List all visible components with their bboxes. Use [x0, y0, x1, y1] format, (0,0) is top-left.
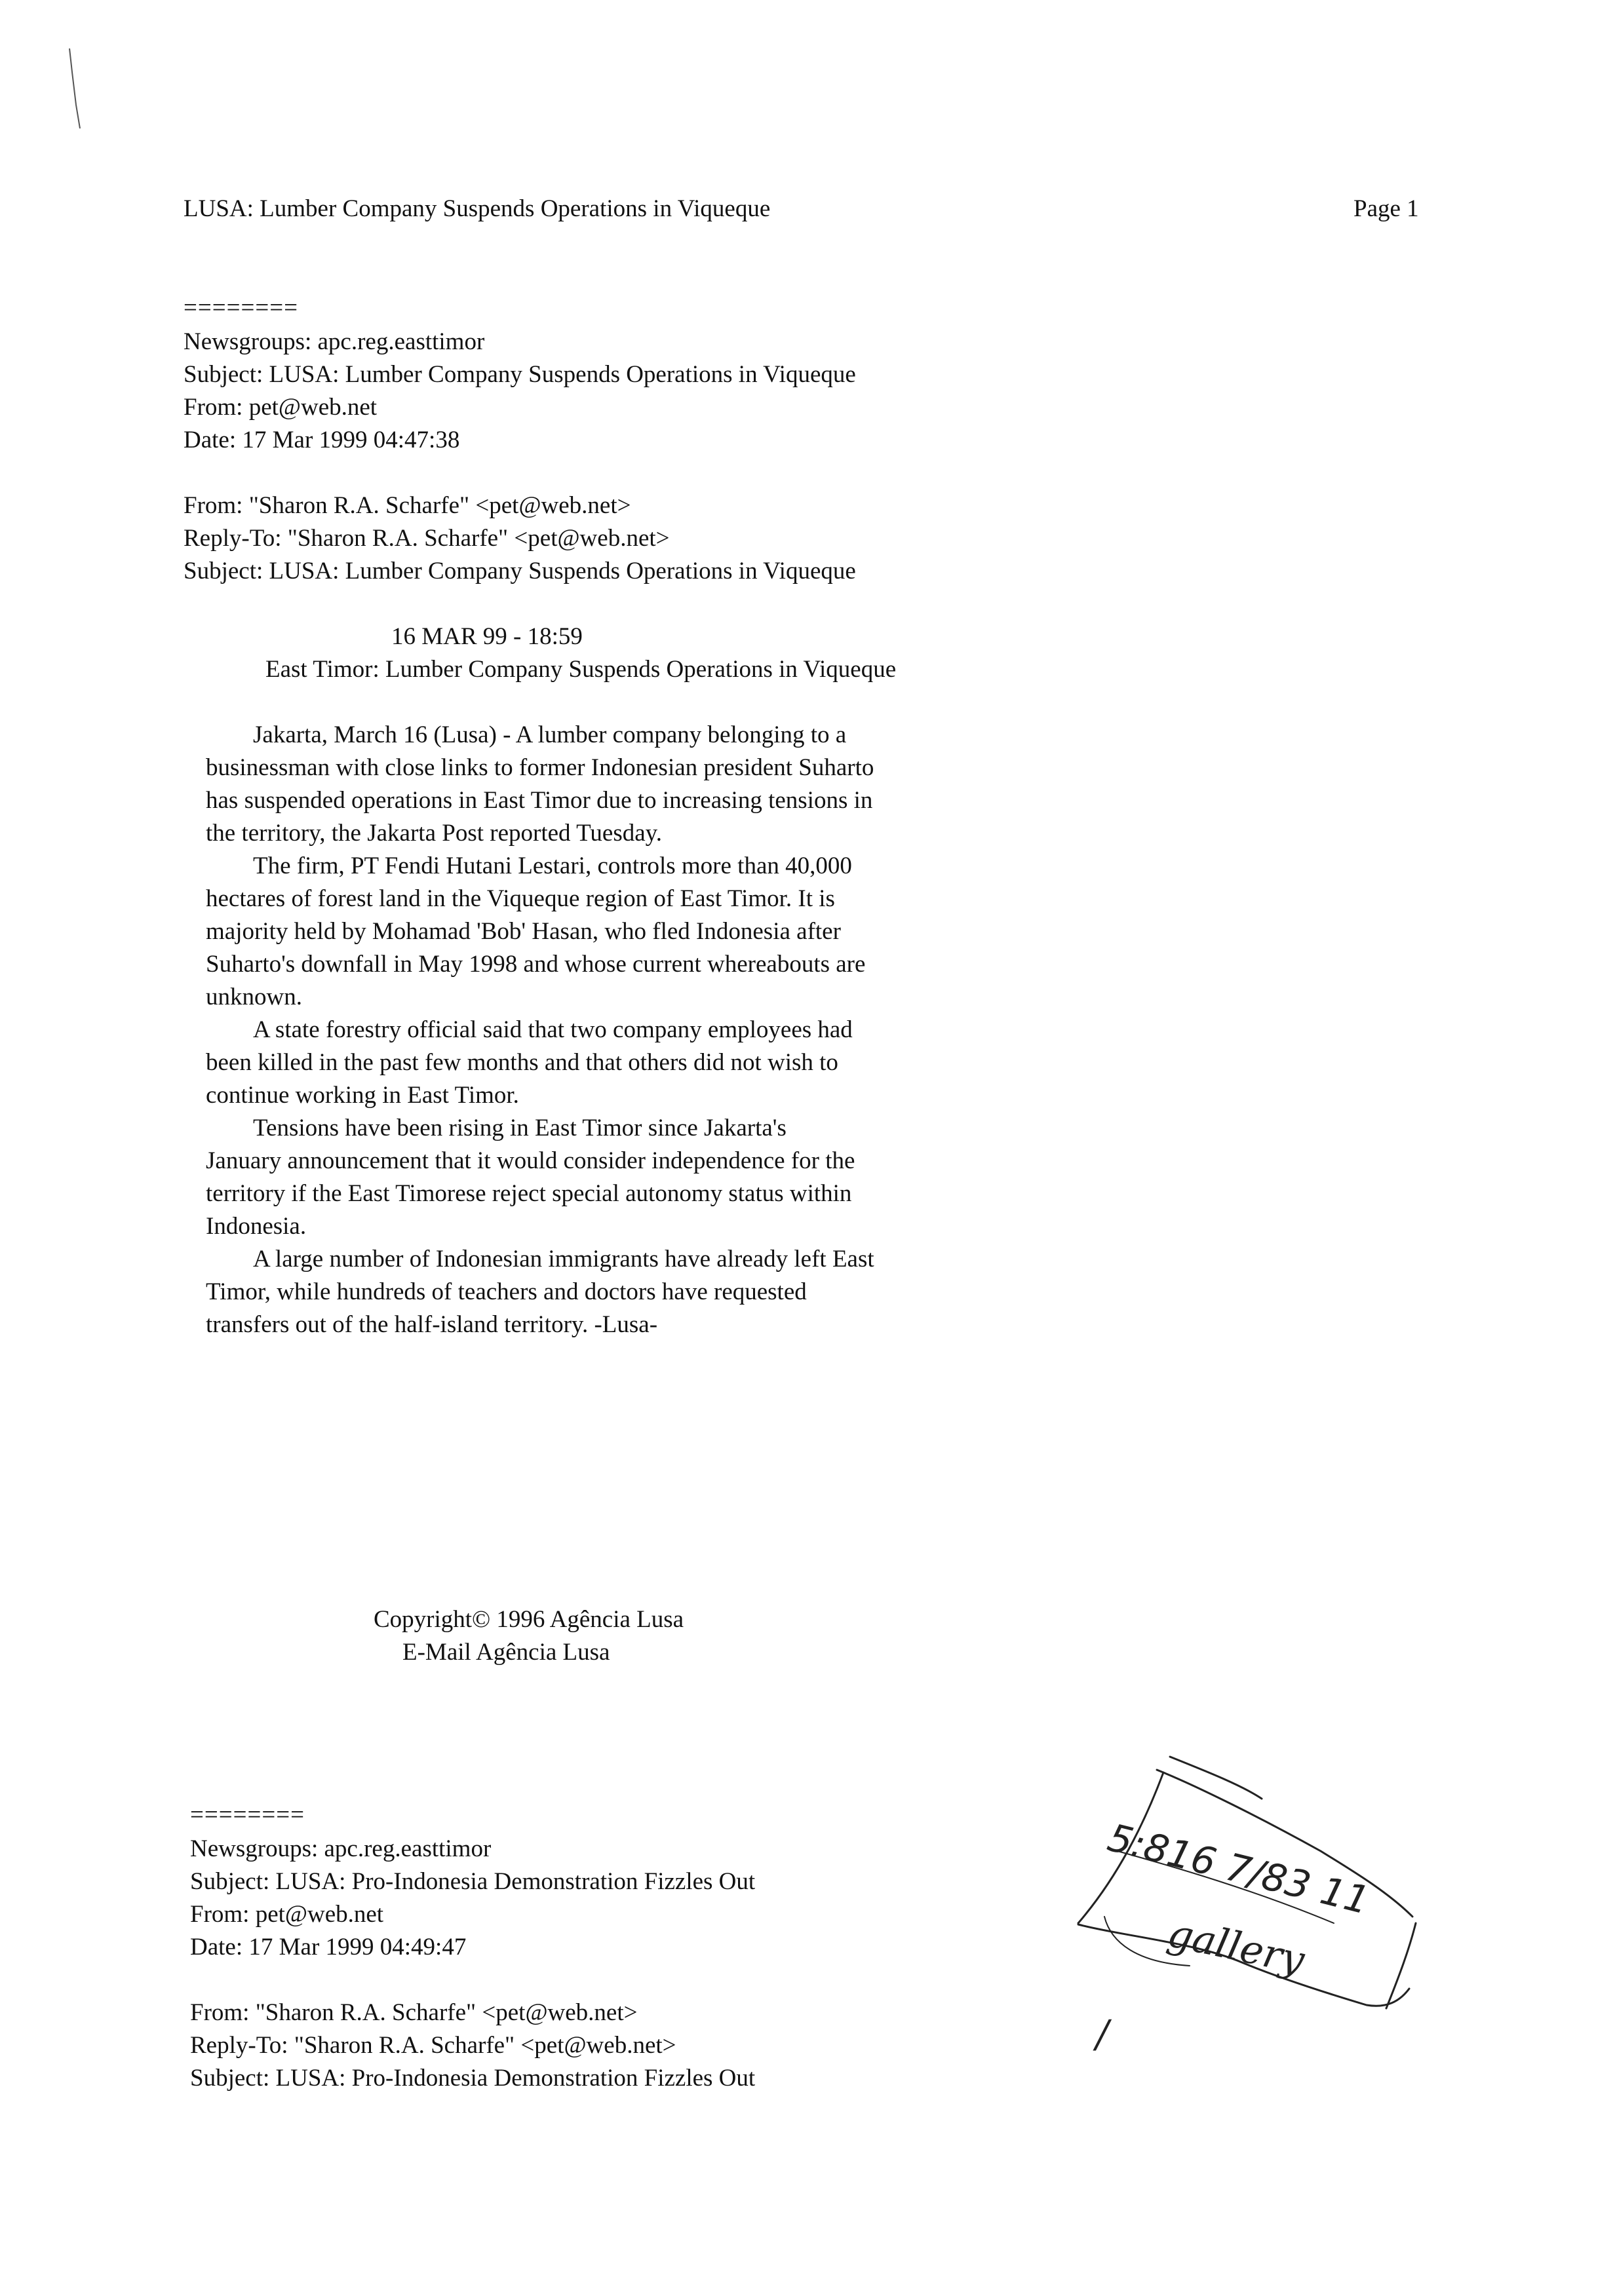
body-line: Suharto's downfall in May 1998 and whose current whereabouts are: [206, 951, 866, 978]
message-2-headers: [190, 1833, 755, 1964]
body-line: Timor, while hundreds of teachers and doctors have requested: [206, 1278, 807, 1305]
reply-to-line: Reply-To: "Sharon R.A. Scharfe" <pet@web.net>: [184, 525, 670, 552]
body-line: unknown.: [206, 984, 302, 1010]
subject-repeat-line: Subject: LUSA: Pro-Indonesia Demonstration Fizzles Out: [190, 2065, 756, 2092]
body-line: January announcement that it would consider independence for the: [206, 1147, 855, 1174]
article-body: [206, 719, 874, 1341]
body-line: Indonesia.: [206, 1213, 307, 1240]
from-full-line: From: "Sharon R.A. Scharfe" <pet@web.net>: [190, 1999, 638, 2026]
body-line: Jakarta, March 16 (Lusa) - A lumber company belonging to a: [253, 721, 847, 748]
article-dateline: 16 MAR 99 - 18:59: [391, 623, 583, 650]
subject-line: Subject: LUSA: Pro-Indonesia Demonstration Fizzles Out: [190, 1868, 756, 1895]
body-line: businessman with close links to former Indonesian president Suharto: [206, 754, 874, 781]
date-line: Date: 17 Mar 1999 04:49:47: [190, 1934, 467, 1961]
from-line: From: pet@web.net: [190, 1901, 384, 1928]
page-header-title: LUSA: Lumber Company Suspends Operations in Viqueque: [184, 195, 771, 222]
stamp-code: 5:816 7/83 11: [1103, 1815, 1374, 1923]
stamp-word: gallery: [1163, 1910, 1309, 1984]
body-line: hectares of forest land in the Viqueque region of East Timor. It is: [206, 885, 835, 912]
date-line: Date: 17 Mar 1999 04:47:38: [184, 427, 460, 453]
article-headline: East Timor: Lumber Company Suspends Operations in Viqueque: [265, 656, 897, 683]
body-line: majority held by Mohamad 'Bob' Hasan, who fled Indonesia after: [206, 918, 841, 945]
from-full-line: From: "Sharon R.A. Scharfe" <pet@web.net>: [184, 492, 631, 519]
body-line: A large number of Indonesian immigrants have already left East: [253, 1246, 874, 1272]
page-number: Page 1: [1353, 195, 1419, 222]
message-separator: ========: [190, 1801, 305, 1828]
body-line: territory if the East Timorese reject special autonomy status within: [206, 1180, 852, 1207]
body-line: the territory, the Jakarta Post reported Tuesday.: [206, 820, 662, 847]
copyright-notice: Copyright© 1996 Agência Lusa: [374, 1606, 684, 1633]
subject-line: Subject: LUSA: Lumber Company Suspends Operations in Viqueque: [184, 361, 856, 388]
from-line: From: pet@web.net: [184, 394, 378, 421]
newsgroups-line: Newsgroups: apc.reg.easttimor: [184, 328, 485, 355]
message-separator: ========: [184, 294, 298, 321]
body-line: The firm, PT Fendi Hutani Lestari, controls more than 40,000: [253, 852, 852, 879]
stamp-mark: /: [1096, 2012, 1109, 2056]
body-line: Tensions have been rising in East Timor since Jakarta's: [253, 1115, 787, 1141]
message-1-headers: [184, 326, 856, 457]
stamp-border-top-extra: [1170, 1757, 1262, 1799]
body-line: continue working in East Timor.: [206, 1082, 519, 1109]
reply-to-line: Reply-To: "Sharon R.A. Scharfe" <pet@web.net>: [190, 2032, 676, 2059]
stamp-border-right: [1386, 1923, 1416, 2008]
email-notice: E-Mail Agência Lusa: [402, 1639, 610, 1666]
message-1-mail-headers: [184, 489, 856, 588]
body-line: has suspended operations in East Timor due to increasing tensions in: [206, 787, 873, 814]
subject-repeat-line: Subject: LUSA: Lumber Company Suspends Operations in Viqueque: [184, 558, 856, 584]
message-2-mail-headers: [190, 1997, 755, 2095]
scan-artifact-line: [66, 46, 92, 131]
body-line: been killed in the past few months and that others did not wish to: [206, 1049, 838, 1076]
body-line: transfers out of the half-island territory. -Lusa-: [206, 1311, 658, 1338]
body-line: A state forestry official said that two company employees had: [253, 1016, 853, 1043]
newsgroups-line: Newsgroups: apc.reg.easttimor: [190, 1835, 492, 1862]
